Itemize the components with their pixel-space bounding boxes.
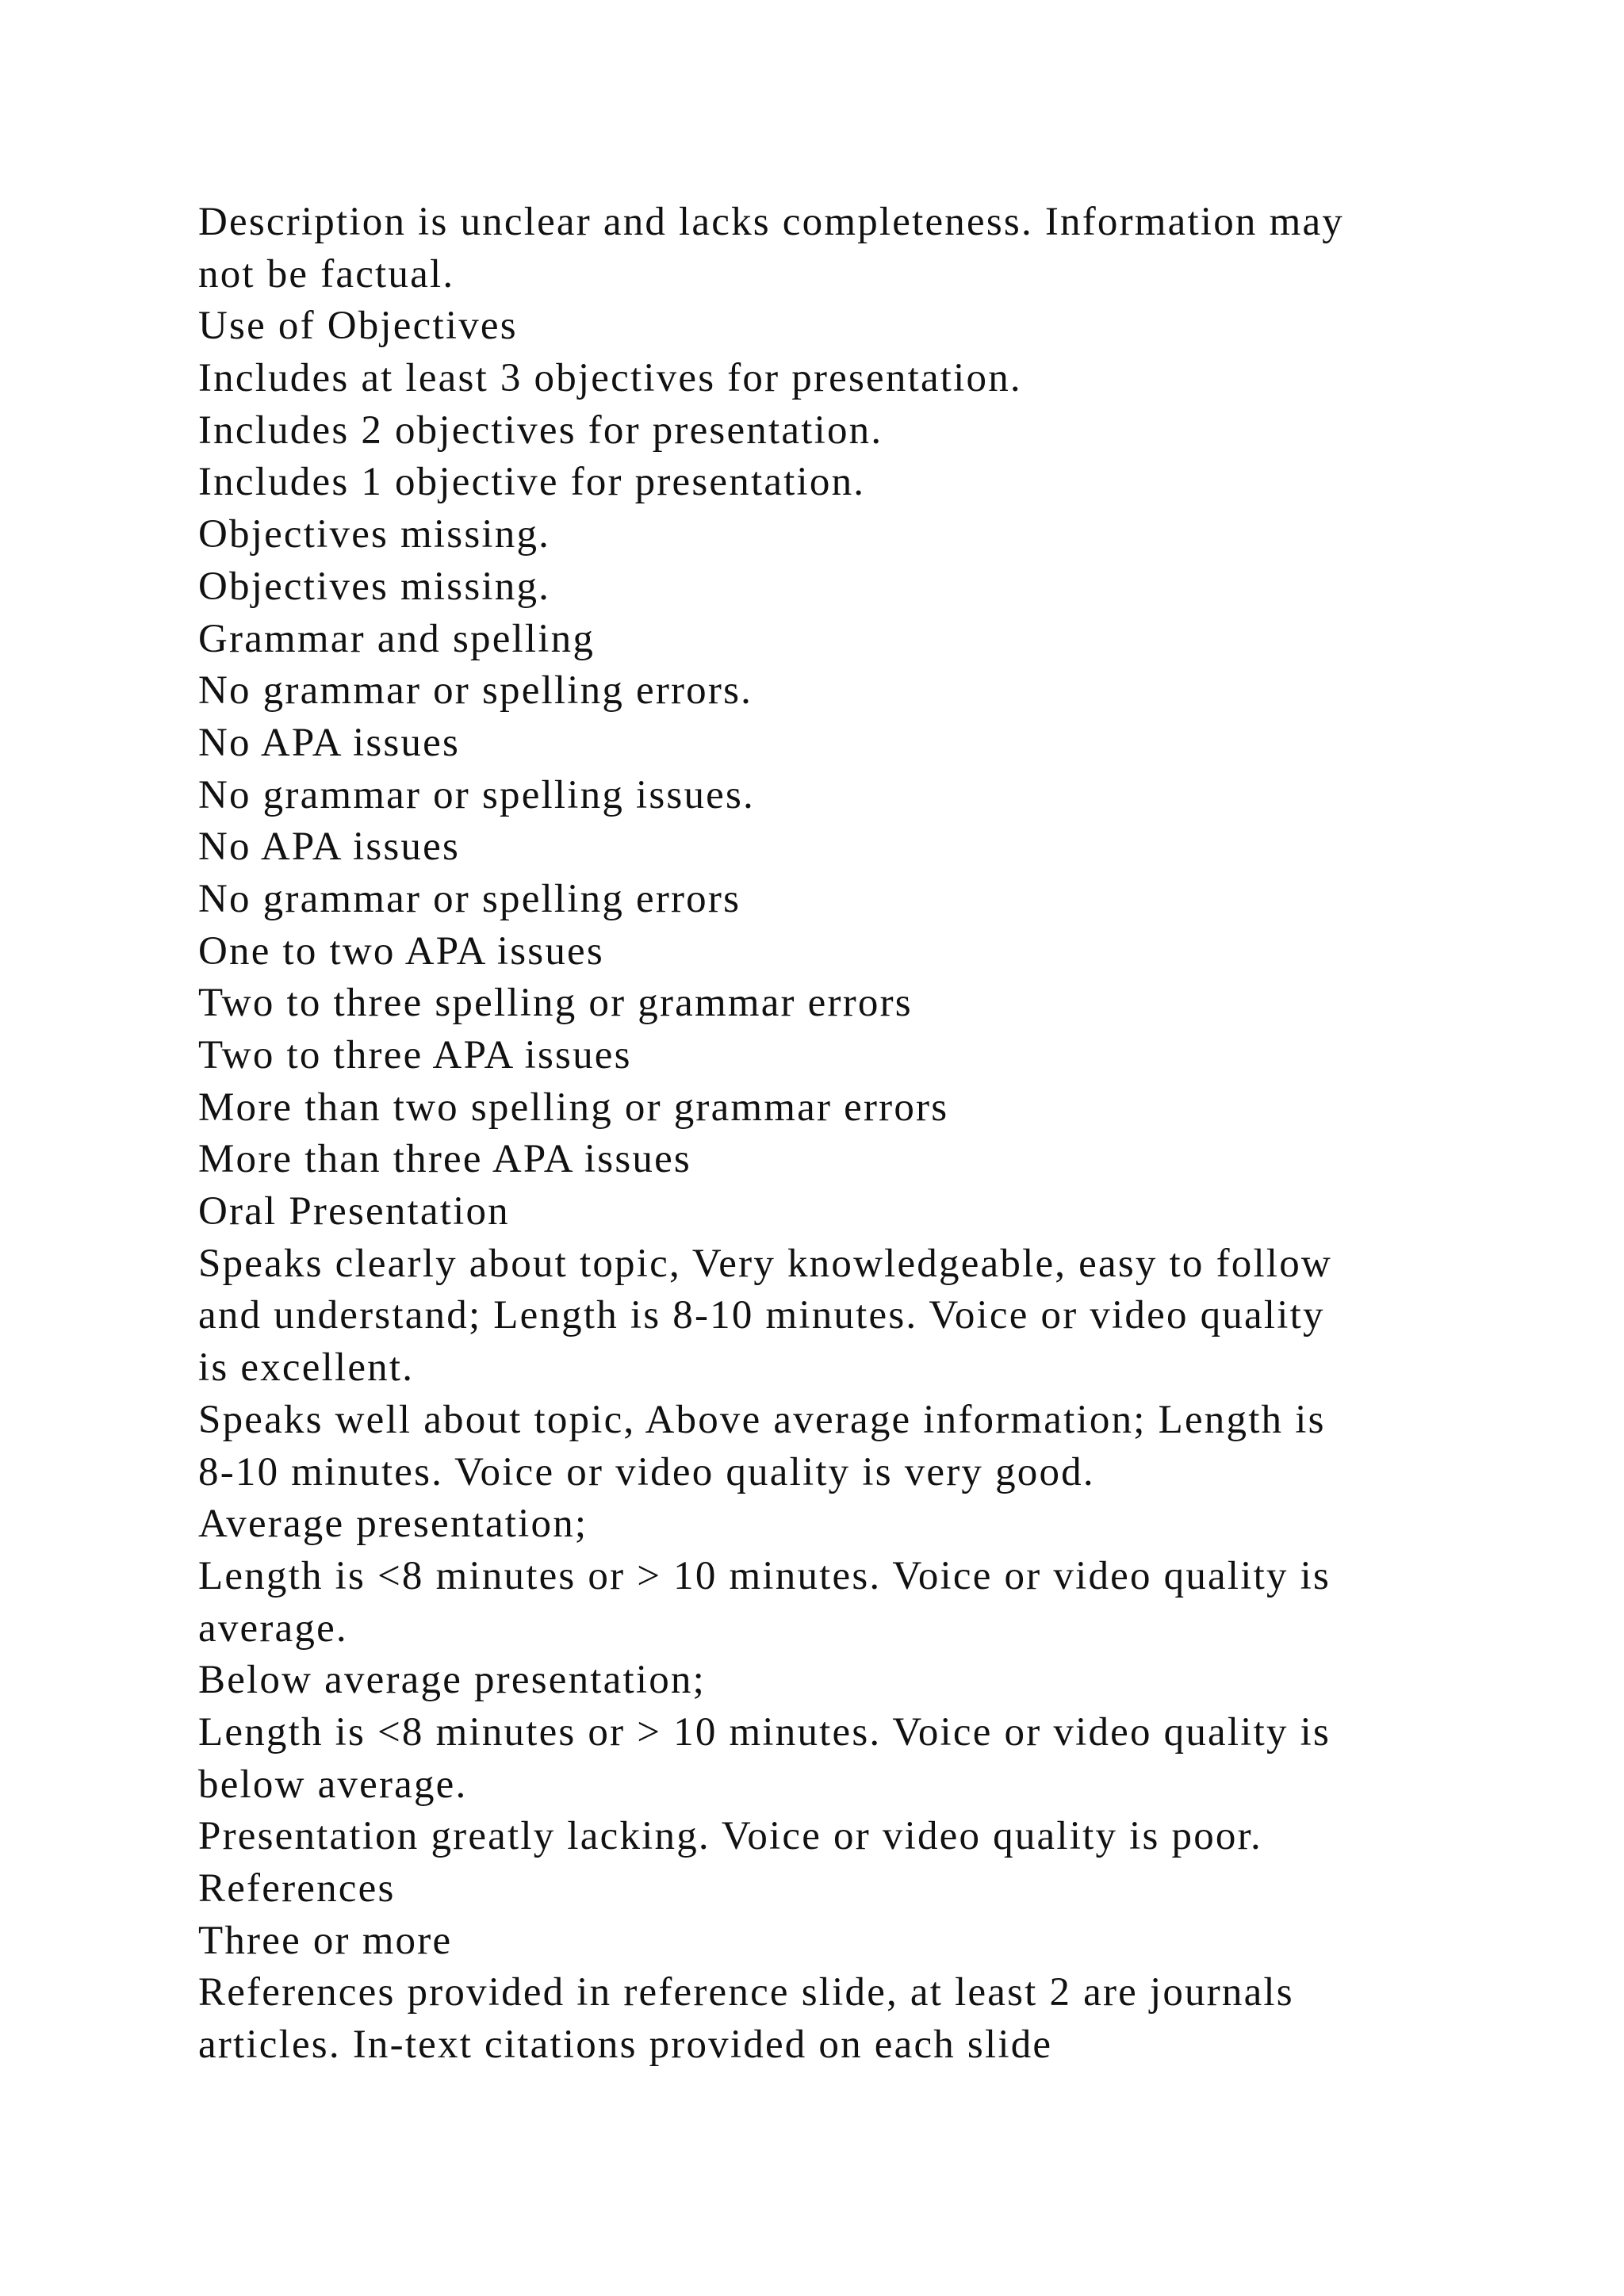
text-line: Includes at least 3 objectives for presentation. <box>198 356 1022 401</box>
text-line: No grammar or spelling errors. <box>198 668 753 714</box>
text-line: and understand; Length is 8-10 minutes. Voice or video quality <box>198 1293 1325 1338</box>
text-line: articles. In-text citations provided on each slide <box>198 2022 1053 2068</box>
text-line: Presentation greatly lacking. Voice or video quality is poor. <box>198 1814 1262 1859</box>
text-line: Speaks well about topic, Above average information; Length is <box>198 1397 1326 1442</box>
section-heading: Use of Objectives <box>198 304 518 349</box>
text-line: Two to three spelling or grammar errors <box>198 981 913 1026</box>
section-heading: Oral Presentation <box>198 1189 510 1234</box>
text-line: No APA issues <box>198 825 460 870</box>
text-line: No grammar or spelling errors <box>198 876 741 921</box>
text-line: Description is unclear and lacks completeness. Information may <box>198 200 1344 244</box>
text-line: 8-10 minutes. Voice or video quality is very good. <box>198 1449 1095 1494</box>
text-line: More than three APA issues <box>198 1137 691 1182</box>
text-line: Objectives missing. <box>198 512 551 557</box>
text-line: average. <box>198 1605 348 1651</box>
text-line: No grammar or spelling issues. <box>198 772 755 817</box>
text-line: Two to three APA issues <box>198 1033 632 1077</box>
text-line: One to two APA issues <box>198 928 604 974</box>
document-body <box>198 197 1483 2072</box>
text-line: not be factual. <box>198 251 455 297</box>
text-line: Three or more <box>198 1918 453 1963</box>
section-heading: Grammar and spelling <box>198 616 596 661</box>
text-line: below average. <box>198 1762 468 1807</box>
text-line: Length is <8 minutes or > 10 minutes. Voice or video quality is <box>198 1709 1331 1755</box>
text-line: Objectives missing. <box>198 564 551 609</box>
text-line: More than two spelling or grammar errors <box>198 1085 949 1130</box>
text-line: is excellent. <box>198 1345 415 1391</box>
text-line: No APA issues <box>198 720 460 765</box>
text-line: Below average presentation; <box>198 1658 706 1703</box>
text-line: Average presentation; <box>198 1502 588 1547</box>
text-line: Speaks clearly about topic, Very knowledgeable, easy to follow <box>198 1241 1332 1286</box>
text-line: References provided in reference slide, at least 2 are journals <box>198 1970 1294 2015</box>
section-heading: References <box>198 1866 396 1911</box>
text-line: Includes 2 objectives for presentation. <box>198 408 883 453</box>
text-line: Length is <8 minutes or > 10 minutes. Voice or video quality is <box>198 1553 1331 1598</box>
text-line: Includes 1 objective for presentation. <box>198 460 866 505</box>
